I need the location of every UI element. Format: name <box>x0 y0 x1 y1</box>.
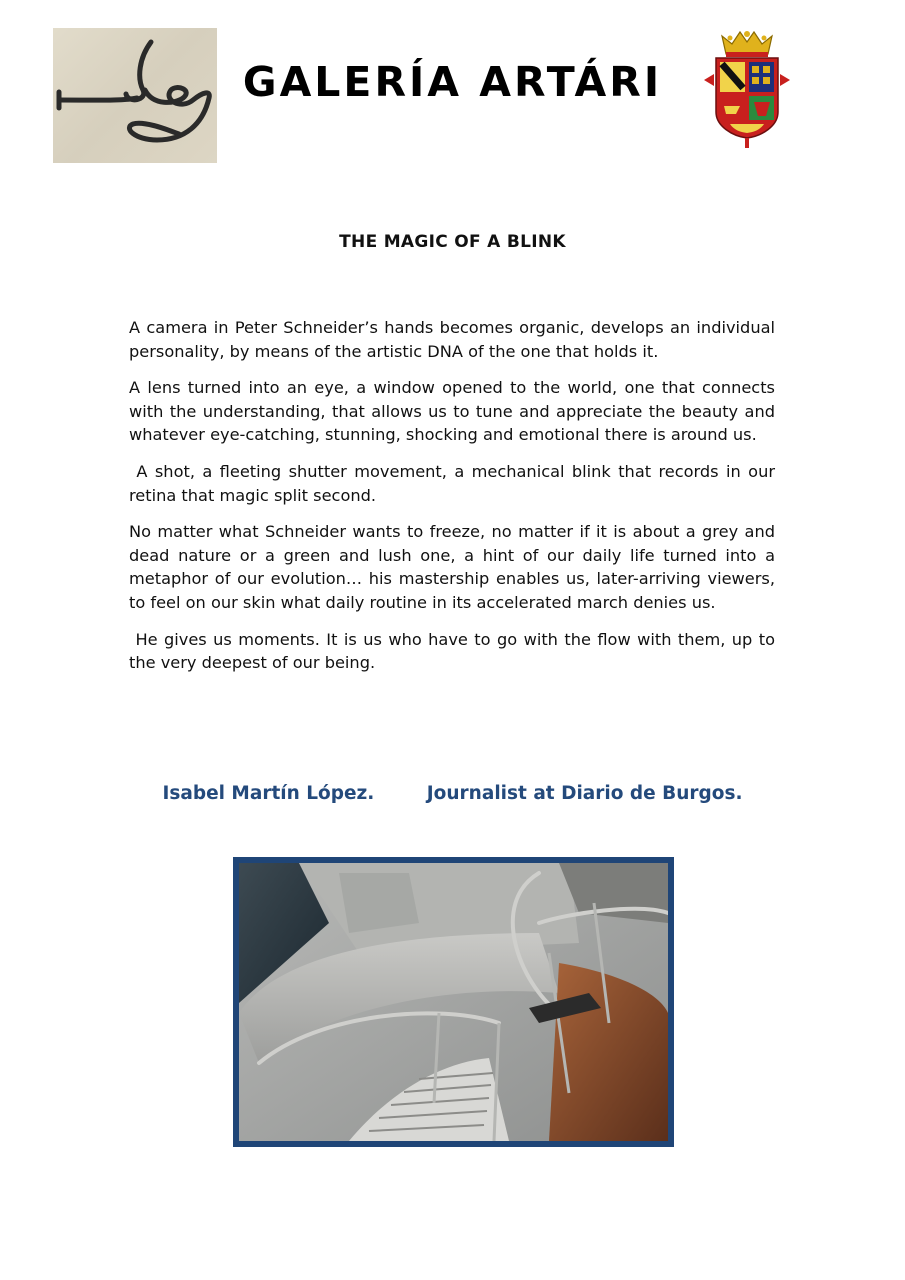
article-body <box>129 316 781 688</box>
article-title: THE MAGIC OF A BLINK <box>339 232 566 252</box>
gallery-name: GALERÍA ARTÁRI <box>242 58 663 106</box>
paragraph-5: He gives us moments. It is us who have to go with the flow with them, up to the very deepest of our being. <box>129 629 781 673</box>
paragraph-1: A camera in Peter Schneider’s hands becomes organic, develops an individual personality, by means of the artistic DNA of the one that holds it. <box>129 318 775 361</box>
byline <box>0 783 905 804</box>
author-name: Isabel Martín López. <box>162 783 375 804</box>
paragraph-2: A lens turned into an eye, a window opened to the world, one that connects with the understanding, that allows us to tune and appreciate the beauty and whatever eye-catching, stunning, shocking and emotional there is around us. <box>129 378 775 445</box>
staircase-photo <box>233 857 674 1147</box>
spiral-staircase-image <box>239 863 668 1141</box>
coat-of-arms-icon <box>700 26 794 150</box>
signature-icon <box>53 28 217 163</box>
paragraph-3: A shot, a fleeting shutter movement, a mechanical blink that records in our retina that magic split second. <box>129 461 781 505</box>
author-role: Journalist at Diario de Burgos. <box>426 783 743 804</box>
paragraph-4: No matter what Schneider wants to freeze, no matter if it is about a grey and dead nature or a green and lush one, a hint of our daily life turned into a metaphor of our evolution… his mastership enables us, later-arriving viewers, to feel on our skin what daily routine in its accelerated march denies us. <box>129 522 775 612</box>
artist-signature-logo <box>53 28 217 163</box>
